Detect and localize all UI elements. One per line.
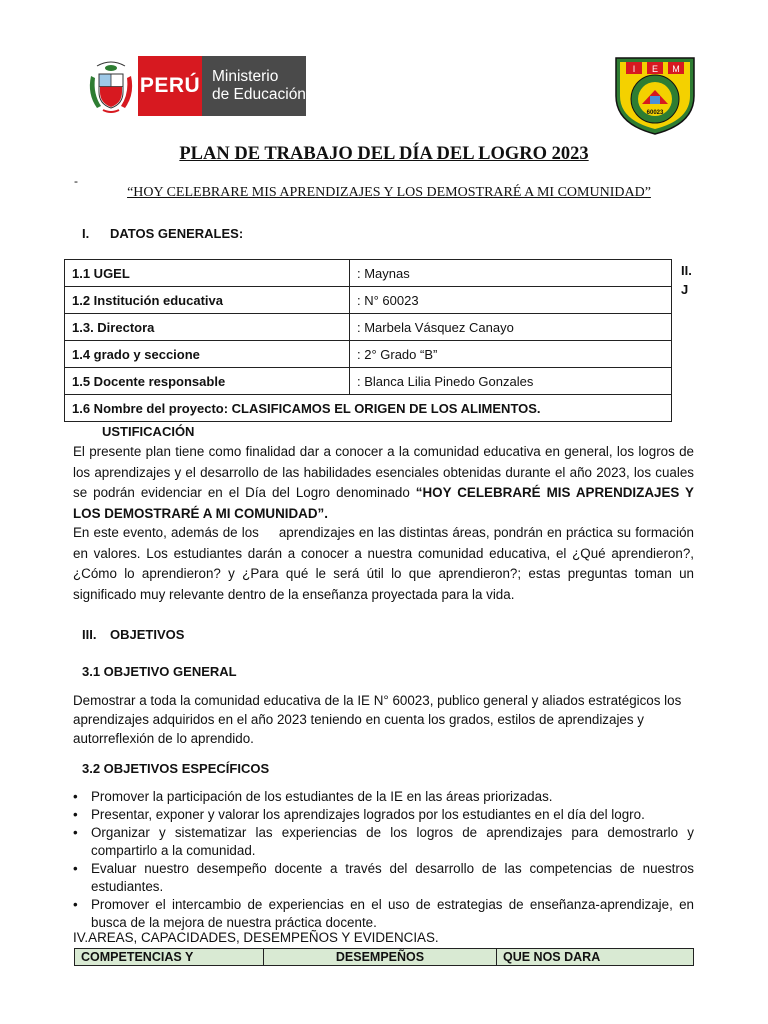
justification-paragraph-1 [73, 442, 694, 524]
section-1-number: I. [82, 226, 90, 241]
list-item-text: Promover la participación de los estudiantes de la IE en las áreas priorizadas. [91, 789, 553, 804]
table-cell-value: : Maynas [350, 260, 672, 287]
svg-text:I: I [632, 64, 636, 74]
ministry-name [202, 56, 306, 116]
project-name-cell: 1.6 Nombre del proyecto: CLASIFICAMOS EL ORIGEN DE LOS ALIMENTOS. [65, 395, 672, 422]
table-cell-label: 1.5 Docente responsable [65, 368, 350, 395]
table-cell-value: : Marbela Vásquez Canayo [350, 314, 672, 341]
table-row [65, 260, 672, 287]
table-cell-value: : 2° Grado “B” [350, 341, 672, 368]
peru-brand-label: PERÚ [138, 56, 202, 116]
list-item [73, 824, 694, 860]
document-subtitle: “HOY CELEBRARE MIS APRENDIZAJES Y LOS DEMOSTRARÉ A MI COMUNIDAD” [127, 185, 651, 200]
table-cell-label: 1.1 UGEL [65, 260, 350, 287]
list-item-text: Promover el intercambio de experiencias en el uso de estrategias de enseñanza-aprendizaje, en busca de la mejora de nuestra práctica docente. [91, 897, 694, 930]
list-item-text: Evaluar nuestro desempeño docente a través del desarrollo de las competencias de nuestros estudiantes. [91, 861, 694, 894]
table-row [65, 341, 672, 368]
general-data-table [64, 259, 672, 422]
document-title: PLAN DE TRABAJO DEL DÍA DEL LOGRO 2023 [179, 144, 589, 164]
list-item-text: Organizar y sistematizar las experiencias de los logros de aprendizajes para demostrarlo y compartirlo a la comunidad. [91, 825, 694, 858]
table-header-cell: COMPETENCIAS Y [75, 949, 264, 966]
svg-text:M: M [672, 64, 680, 74]
table-row [65, 368, 672, 395]
table-header-row [75, 949, 694, 966]
justification-p1-text: El presente plan tiene como finalidad dar a conocer a la comunidad educativa en general, los logros de los aprendizajes y el desarrollo de las habilidades esenciales obtenidas durante el año 2023, los cuales se podrán evidenciar en el Día del Logro denominado [73, 444, 694, 500]
general-objective-heading: 3.1 OBJETIVO GENERAL [82, 664, 237, 679]
table-cell-value: : Blanca Lilia Pinedo Gonzales [350, 368, 672, 395]
justification-paragraph-2 [73, 523, 694, 605]
bullet-icon: • [73, 807, 78, 822]
section-1-heading: DATOS GENERALES: [110, 226, 244, 241]
list-item-text: Presentar, exponer y valorar los aprendizajes logrados por los estudiantes en el día del logro. [91, 807, 645, 822]
specific-objectives-list [73, 788, 694, 932]
list-item [73, 860, 694, 896]
section-3-number: III. [82, 627, 97, 642]
table-cell-label: 1.3. Directora [65, 314, 350, 341]
justification-p2-text-a: En este evento, además de los [73, 525, 259, 540]
ministry-line-2: de Educación [212, 86, 306, 103]
justification-p1-event-name: “HOY CELEBRARÉ MIS APRENDIZAJES Y LOS DEMOSTRARÉ A MI COMUNIDAD”. [73, 485, 694, 521]
section-3-heading: OBJETIVOS [110, 627, 185, 642]
table-header-cell: QUE NOS DARA [497, 949, 694, 966]
justification-heading: USTIFICACIÓN [102, 424, 195, 439]
list-item [73, 788, 694, 806]
section-4-heading: IV.AREAS, CAPACIDADES, DESEMPEÑOS Y EVIDENCIAS. [73, 930, 439, 945]
table-header-cell: DESEMPEÑOS [264, 949, 497, 966]
list-item [73, 896, 694, 932]
justification-p2-text-b: aprendizajes en las distintas áreas, pondrán en práctica su formación en valores. Los estudiantes darán a conocer a nuestra comunidad educativa, el ¿Qué aprendieron?, ¿Cómo lo aprendieron? y ¿Para qué le será útil lo que aprendieron?; estas preguntas toman un significado muy relevante dentro de la enseñanza proyectada para la vida. [73, 525, 695, 602]
school-emblem-icon [612, 54, 698, 136]
svg-text:60023: 60023 [646, 110, 664, 116]
table-cell-value: : N° 60023 [350, 287, 672, 314]
competency-table [74, 948, 694, 966]
list-item [73, 806, 694, 824]
bullet-icon: • [73, 861, 78, 876]
specific-objectives-heading: 3.2 OBJETIVOS ESPECÍFICOS [82, 761, 270, 776]
bullet-icon: • [73, 825, 78, 840]
table-row [65, 395, 672, 422]
section-2-number: II. [681, 263, 692, 278]
table-cell-label: 1.4 grado y seccione [65, 341, 350, 368]
peru-coat-of-arms-icon [87, 58, 135, 114]
svg-text:E: E [651, 64, 659, 74]
section-2-initial: J [681, 282, 689, 297]
bullet-icon: • [73, 789, 78, 804]
general-objective-text: Demostrar a toda la comunidad educativa de la IE N° 60023, publico general y aliados estratégicos los aprendizajes adquiridos en el año 2023 teniendo en cuenta los grados, estilos de aprendizajes y autorreflexión de lo aprendido. [73, 693, 682, 746]
bullet-icon: • [73, 897, 78, 912]
table-row [65, 287, 672, 314]
table-row [65, 314, 672, 341]
table-cell-label: 1.2 Institución educativa [65, 287, 350, 314]
stray-dash: - [74, 174, 78, 188]
ministry-line-1: Ministerio [212, 68, 279, 85]
